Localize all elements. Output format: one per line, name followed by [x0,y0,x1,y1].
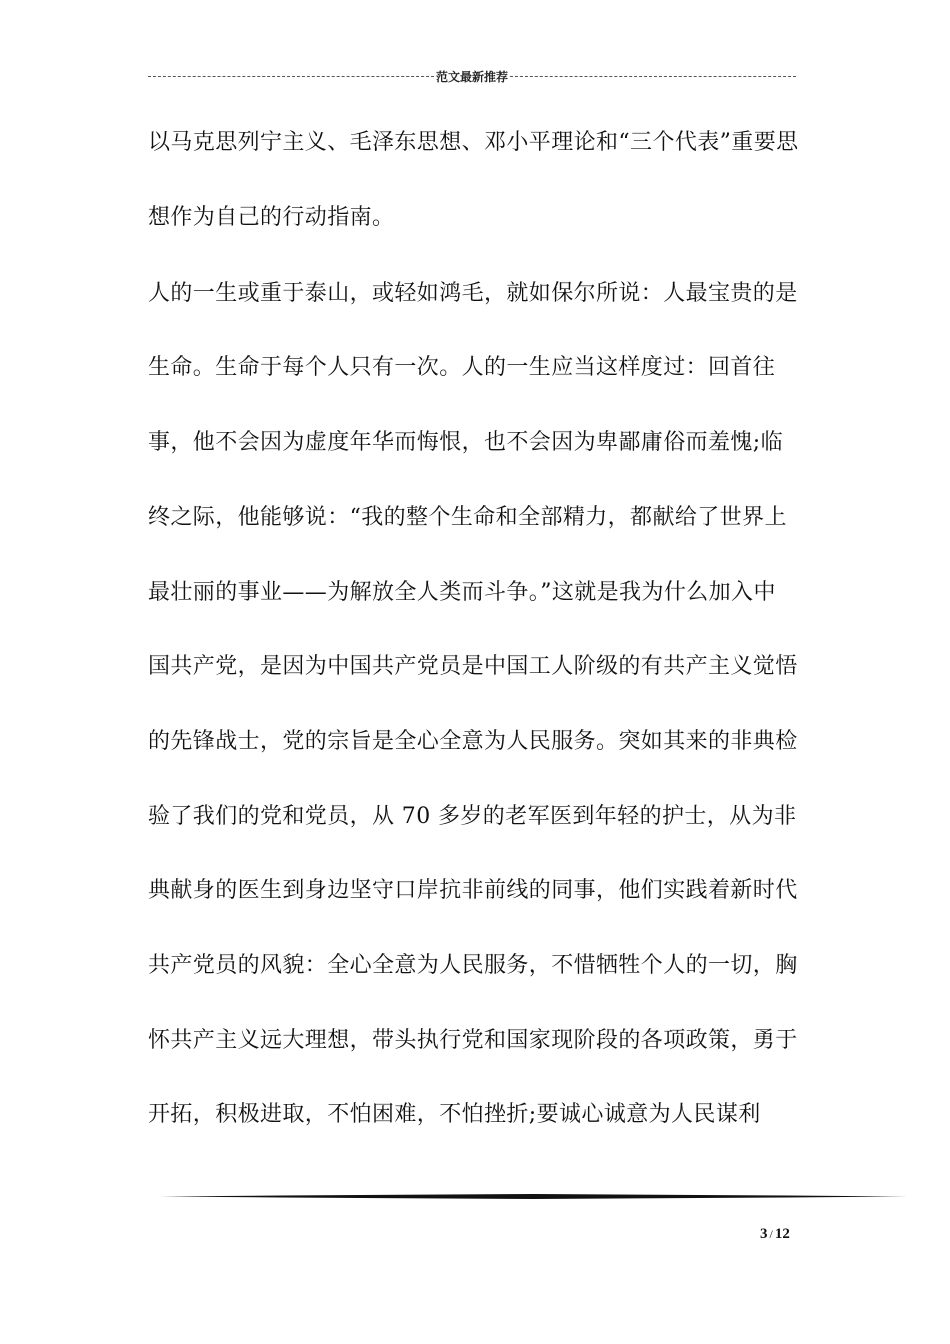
text-line: 最壮丽的事业——为解放全人类而斗争。”这就是我为什么加入中 [148,580,776,605]
text-line: 怀共产主义远大理想，带头执行党和国家现阶段的各项政策，勇于 [148,1028,798,1053]
text-line: 开拓，积极进取，不怕困难，不怕挫折;要诚心诚意为人民谋利 [148,1102,761,1127]
footer-rule [160,1193,908,1201]
current-page: 3 [760,1226,768,1242]
text-line: 以马克思列宁主义、毛泽东思想、邓小平理论和“三个代表”重要思 [148,130,799,155]
text-line: 想作为自己的行动指南。 [148,205,395,230]
header-dash-left [148,76,434,77]
text-line: 人的一生或重于泰山，或轻如鸿毛，就如保尔所说：人最宝贵的是 [148,281,798,306]
text-line: 终之际，他能够说：“我的整个生命和全部精力，都献给了世界上 [148,505,787,530]
text-line: 事，他不会因为虚度年华而悔恨，也不会因为卑鄙庸俗而羞愧;临 [148,430,784,455]
text-line: 生命。生命于每个人只有一次。人的一生应当这样度过：回首往 [148,355,776,380]
page-header [148,68,796,85]
text-line: 国共产党，是因为中国共产党员是中国工人阶级的有共产主义觉悟 [148,654,798,679]
text-line: 典献身的医生到身边坚守口岸抗非前线的同事，他们实践着新时代 [148,878,798,903]
text-line: 共产党员的风貌：全心全意为人民服务，不惜牺牲个人的一切，胸 [148,953,798,978]
header-title: 范文最新推荐 [436,70,509,84]
header-dash-right [510,76,796,77]
text-line: 的先锋战士，党的宗旨是全心全意为人民服务。突如其来的非典检 [148,729,798,754]
total-pages: 12 [774,1226,790,1242]
text-line: 验了我们的党和党员，从 70 多岁的老军医到年轻的护士，从为非 [148,804,797,829]
page-separator: / [769,1227,773,1241]
page-number [760,1226,790,1243]
